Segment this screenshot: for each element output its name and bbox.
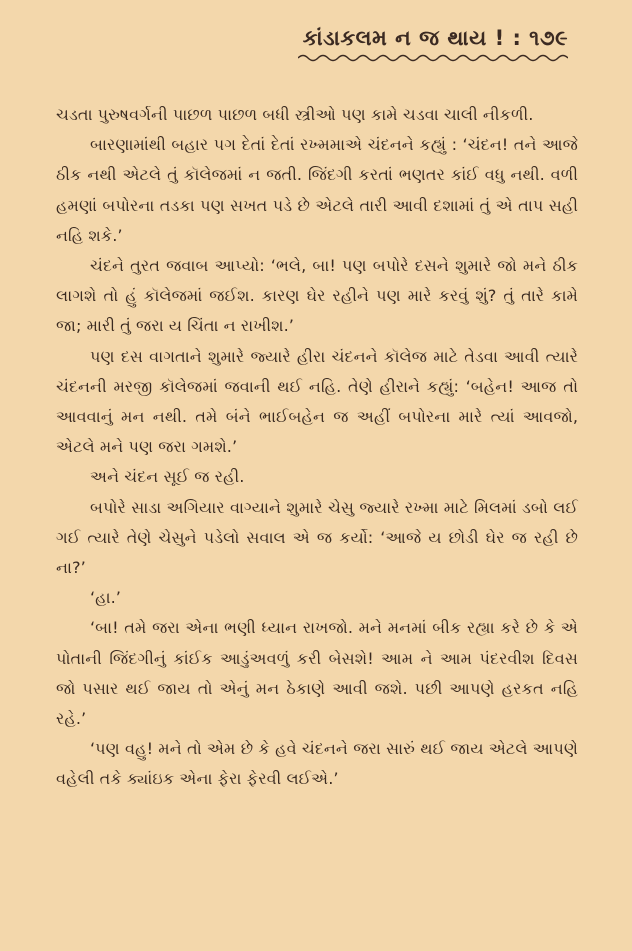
wavy-underline: [298, 53, 568, 63]
paragraph: ચંદને તુરત જવાબ આપ્યો: ‘ભલે, બા! પણ બપોરે દસને શુમારે જો મને ઠીક લાગશે તો હું કૉલેજમાં જઈશ. કારણ ઘેર રહીને પણ મારે કરવું શું? તું તારે કામે જા; મારી તું જરા ય ચિંતા ન રાખીશ.’: [56, 256, 578, 336]
page-body: [56, 100, 578, 795]
paragraph: ‘પણ વહુ! મને તો એમ છે કે હવે ચંદનને જરા સારું થઈ જાય એટલે આપણે વહેલી તકે ક્યાંઇક એના ફેરા ફેરવી લઈએ.’: [56, 739, 578, 789]
paragraph: ‘બા! તમે જરા એના ભણી ધ્યાન રાખજો. મને મનમાં બીક રહ્યા કરે છે કે એ પોતાની જિંદગીનું કાંઈક આડુંઅવળું કરી બેસશે! આમ ને આમ પંદરવીશ દિવસ જો પસાર થઈ જાય તો એનું મન ઠેકાણે આવી જશે. પછી આપણે હરકત નહિ રહે.’: [56, 618, 578, 729]
running-header: [298, 26, 568, 63]
paragraph: ‘હા.’: [90, 588, 121, 608]
paragraph: અને ચંદન સૂઈ જ રહી.: [90, 467, 245, 487]
paragraph: ચડતા પુરુષવર્ગની પાછળ પાછળ બધી સ્ત્રીઓ પણ કામે ચડવા ચાલી નીકળી.: [56, 105, 534, 124]
running-title: કાંડાકલમ ન જ થાય ! : ૧૭૯: [302, 26, 568, 50]
paragraph: બપોરે સાડા અગિયાર વાગ્યાને શુમારે ચેસુ જ્યારે રખ્મા માટે મિલમાં ડબો લઈ ગઈ ત્યારે તેણે ચેસુને પડેલો સવાલ એ જ કર્યો: ‘આજે ય છોડી ઘેર જ રહી છે ના?’: [56, 497, 578, 578]
paragraph: બારણામાંથી બહાર પગ દેતાં દેતાં રખ્મમાએ ચંદનને કહ્યું : ‘ચંદન! તને આજે ઠીક નથી એટલે તું કૉલેજમાં ન જતી. જિંદગી કરતાં ભણતર કાંઈ વધુ નથી. વળી હમણાં બપોરના તડકા પણ સખત પડે છે એટલે તારી આવી દશામાં તું એ તાપ સહી નહિ શકે.’: [56, 135, 578, 245]
paragraph: પણ દસ વાગતાને શુમારે જ્યારે હીરા ચંદનને કૉલેજ માટે તેડવા આવી ત્યારે ચંદનની મરજી કૉલેજમાં જવાની થઈ નહિ. તેણે હીરાને કહ્યું: ‘બહેન! આજ તો આવવાનું મન નથી. તમે બંને ભાઈબહેન જ અહીં બપોરના મારે ત્યાં આવજો, એટલે મને પણ જરા ગમશે.’: [56, 346, 578, 457]
